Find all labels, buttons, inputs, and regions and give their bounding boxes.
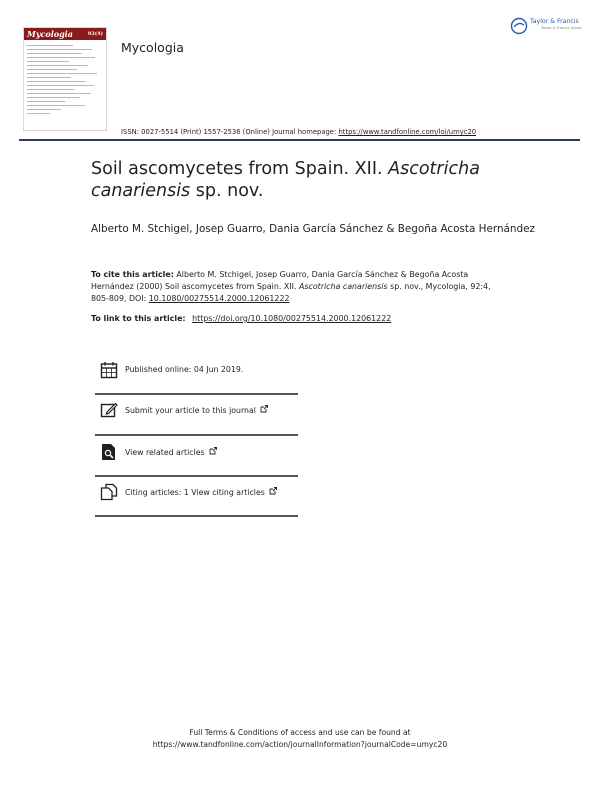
edit-icon (100, 401, 118, 419)
related-articles-link[interactable] (125, 447, 217, 457)
issn-text: ISSN: 0027-5514 (Print) 1557-2536 (Online) Journal homepage: (121, 128, 337, 136)
cover-band (24, 28, 106, 40)
info-divider (95, 515, 298, 517)
citation-text-2: sp. nov., Mycologia, 92:4, 805-809, DOI: (91, 282, 491, 303)
journal-name: Mycologia (121, 40, 184, 55)
terms-footer (0, 727, 600, 751)
article-title (91, 158, 561, 202)
citation-text-1: Alberto M. Stchigel, Josep Guarro, Dania García Sánchez & Begoña Acosta Hernández (2000) Soil ascomycetes from Spain. XII. (91, 270, 469, 291)
published-online-text: Published online: 04 Jun 2019. (125, 365, 244, 374)
journal-cover-thumbnail (23, 27, 107, 131)
citing-articles-row[interactable] (95, 483, 298, 516)
link-label: To link to this article: (91, 314, 186, 323)
title-plain: Soil ascomycetes from Spain. XII. (91, 159, 383, 179)
publisher-name: Taylor & Francis (530, 18, 579, 25)
footer-terms-link[interactable]: https://www.tandfonline.com/action/journalInformation?journalCode=umyc20 (152, 740, 448, 749)
header-divider (19, 139, 580, 141)
external-link-icon (260, 405, 268, 413)
article-link-line (91, 313, 521, 325)
related-articles-label: View related articles (125, 448, 205, 457)
related-articles-row[interactable] (95, 443, 298, 476)
journal-homepage-link[interactable]: https://www.tandfonline.com/loi/umyc20 (338, 128, 477, 136)
external-link-icon (209, 447, 217, 455)
citing-articles-link[interactable] (125, 487, 277, 497)
article-authors: Alberto M. Stchigel, Josep Guarro, Dania García Sánchez & Begoña Acosta Hernández (91, 223, 535, 235)
article-doi-link[interactable]: https://doi.org/10.1080/00275514.2000.12061222 (192, 314, 392, 323)
citation-block (91, 269, 509, 305)
footer-line-1: Full Terms & Conditions of access and use can be found at (189, 728, 411, 737)
title-italic: Ascotricha canariensis (91, 159, 480, 201)
publisher-logo[interactable] (510, 17, 582, 37)
cover-volume: 92(4) (87, 31, 103, 37)
issn-line (121, 128, 476, 136)
calendar-icon (100, 361, 118, 379)
info-divider (95, 434, 298, 436)
document-search-icon (100, 443, 118, 461)
external-link-icon (269, 487, 277, 495)
citing-documents-icon (100, 483, 118, 501)
info-divider (95, 475, 298, 477)
publisher-logo-icon (510, 17, 528, 35)
cover-contents-lines (24, 40, 106, 116)
submit-article-link[interactable] (125, 405, 268, 415)
info-divider (95, 393, 298, 395)
publisher-tagline: Taylor & Francis Group (541, 26, 582, 30)
citation-italic: Ascotricha canariensis (298, 282, 388, 291)
cover-title: Mycologia (27, 29, 73, 39)
submit-article-label: Submit your article to this journal (125, 406, 256, 415)
citation-label: To cite this article: (91, 270, 174, 279)
published-online-row (95, 361, 298, 394)
citation-doi-link[interactable]: 10.1080/00275514.2000.12061222 (148, 294, 290, 303)
title-suffix: sp. nov. (195, 181, 264, 201)
submit-article-row[interactable] (95, 401, 298, 434)
citing-articles-label: Citing articles: 1 View citing articles (125, 488, 265, 497)
